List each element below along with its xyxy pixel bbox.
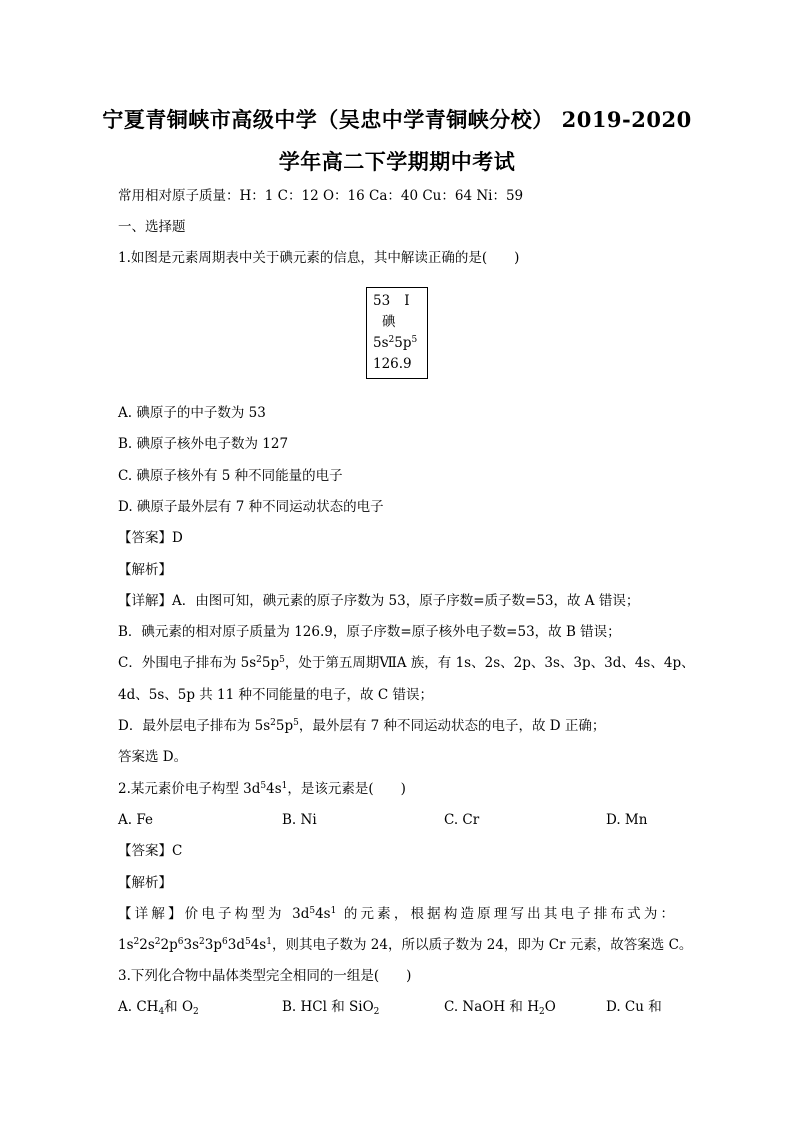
q1-option-a: A. 碘原子的中子数为 53 — [118, 405, 266, 421]
element-symbol: I — [404, 293, 410, 309]
element-config: $5s^25p^5$ — [373, 335, 418, 351]
element-mass: 126.9 — [373, 356, 412, 372]
q1-option-b: B. 碘原子核外电子数为 127 — [118, 436, 289, 452]
exam-title-line2: 学年高二下学期期中考试 — [278, 149, 516, 174]
element-number: 53 — [373, 293, 391, 309]
q1-analysis-label: 【解析】 — [118, 562, 172, 578]
q2-option-a: A. Fe — [118, 812, 153, 828]
section-heading: 一、选择题 — [118, 219, 186, 235]
electron-configuration: $1s^22s^22p^63s^23p^63d^54s^1$ — [118, 937, 272, 953]
q2-option-b: B. Ni — [282, 812, 317, 828]
question-3-stem: 3.下列化合物中晶体类型完全相同的一组是( ) — [118, 968, 412, 984]
q3-option-c: C. NaOH 和 $H_2O$ — [444, 999, 556, 1017]
q1-detail-c-cont: 4d、5s、5p 共 11 种不同能量的电子，故 C 错误； — [118, 687, 433, 703]
q1-conclusion: 答案选 D。 — [118, 749, 188, 765]
element-name: 碘 — [382, 314, 396, 330]
q2-option-d: D. Mn — [606, 812, 648, 828]
question-1-stem: 1.如图是元素周期表中关于碘元素的信息，其中解读正确的是( ) — [118, 250, 520, 266]
q1-option-d: D. 碘原子最外层有 7 种不同运动状态的电子 — [118, 499, 384, 515]
q1-detail-c: C．外围电子排布为 $5s^25p^5$，处于第五周期ⅦA 族，有 1s、2s、2p、3s、3p、3d、4s、4p、 — [118, 655, 695, 671]
exam-title-line1: 宁夏青铜峡市高级中学（吴忠中学青铜峡分校） 2019-2020 — [102, 107, 692, 132]
q3-option-a: A. $CH_4$和 $O_2$ — [118, 999, 199, 1017]
q2-answer: 【答案】C — [118, 843, 183, 859]
q3-option-d: D. Cu 和 — [606, 999, 662, 1015]
iodine-element-box — [366, 287, 428, 379]
question-2-stem: 2.某元素价电子构型 $3d^54s^1$，是该元素是( ) — [118, 781, 406, 797]
q2-detail: 【详解】价电子构型为 $3d^54s^1$ 的元素，根据构造原理写出其电子排布式为： — [118, 906, 674, 922]
q2-analysis-label: 【解析】 — [118, 875, 172, 891]
q1-detail-d: D．最外层电子排布为 $5s^25p^5$，最外层有 7 种不同运动状态的电子，故 D 正确； — [118, 718, 606, 734]
q1-detail-b: B．碘元素的相对原子质量为 126.9，原子序数=原子核外电子数=53，故 B 错误； — [118, 624, 621, 640]
q1-answer: 【答案】D — [118, 530, 183, 546]
q2-option-c: C. Cr — [444, 812, 480, 828]
q2-config-line: $1s^22s^22p^63s^23p^63d^54s^1$，则其电子数为 24，所以质子数为 24，即为 Cr 元素，故答案选 C。 — [118, 937, 693, 953]
q3-option-b: B. HCl 和 SiO$_2$ — [282, 999, 380, 1017]
q1-option-c: C. 碘原子核外有 5 种不同能量的电子 — [118, 468, 343, 484]
q1-detail-a: 【详解】A．由图可知，碘元素的原子序数为 53，原子序数=质子数=53，故 A 错误； — [118, 593, 640, 609]
atomic-masses: 常用相对原子质量：H：1 C：12 O：16 Ca：40 Cu：64 Ni：59 — [118, 188, 524, 204]
